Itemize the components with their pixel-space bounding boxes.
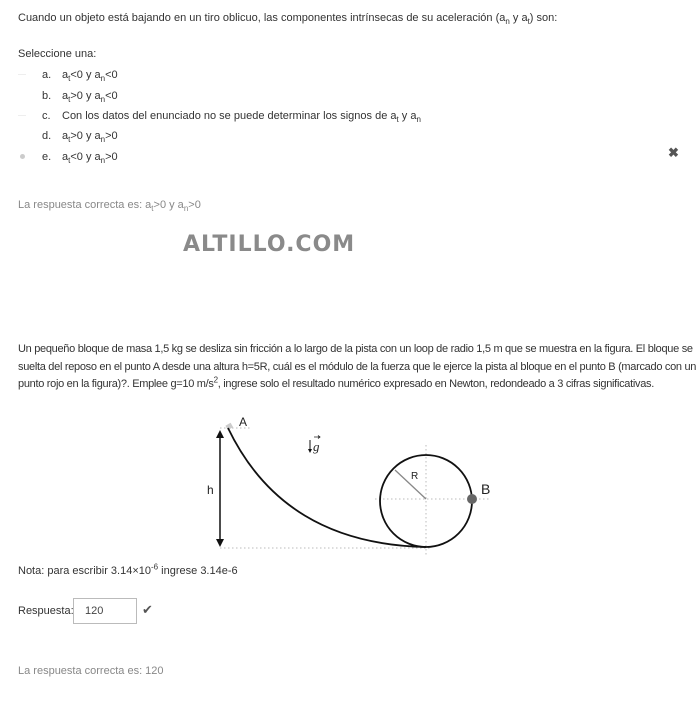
label-a: A xyxy=(239,415,248,429)
option-text: $a_t>0$ y $a_n<0$ xyxy=(62,90,118,105)
option-letter: e. xyxy=(42,151,52,163)
correct-answer-1: La respuesta correcta es: $a_t>0$ y $a_n>0$ xyxy=(18,199,201,214)
answer-input[interactable]: 120 xyxy=(73,598,137,624)
label-g: g xyxy=(313,439,320,454)
option-text: $a_t>0$ y $a_n>0$ xyxy=(62,130,118,145)
option-text: Con los datos del enunciado no se puede determinar los signos de $a_t$ y $a_n$ xyxy=(62,110,421,125)
label-b: B xyxy=(481,481,491,497)
correct-answer-2: La respuesta correcta es: 120 xyxy=(18,665,164,677)
point-b-marker xyxy=(467,494,477,504)
question-2-text: Un pequeño bloque de masa 1,5 kg se desliza sin fricción a lo largo de la pista con un loop de radio 1,5 m que se muestra en la figura. El bloque se suelta del reposo en el punto A desde una altura h=5R, cuál es el módulo de la fuerza que le ejerce la pista al bloque en el punto B (marcado con un punto rojo en la figura)?. Emplee g=10 $m/s^2$, ingrese solo el resultado numérico expresado en Newton, redondeado a 3 cifras significativas. xyxy=(18,343,697,390)
option-letter: a. xyxy=(42,69,52,81)
option-letter: b. xyxy=(42,90,52,102)
label-h: h xyxy=(207,483,214,497)
select-label: Seleccione una: xyxy=(18,48,97,60)
option-letter: c. xyxy=(42,110,51,122)
track-curve xyxy=(228,428,426,547)
answer-label: Respuesta: xyxy=(18,605,74,617)
option-text: $a_t<0$ y $a_n<0$ xyxy=(62,69,118,84)
option-text: $a_t<0$ y $a_n>0$ xyxy=(62,151,118,166)
note-text: Nota: para escribir $3.14\times 10^{-6}$ ingrese 3.14e-6 xyxy=(18,562,238,577)
label-r: R xyxy=(411,471,419,482)
watermark: ALTILLO.COM xyxy=(183,232,356,257)
check-icon: ✔ xyxy=(142,602,153,617)
question-1-text: Cuando un objeto está bajando en un tiro oblicuo, las componentes intrínsecas de su aceleración ($a_n$ y $a_t$) son: xyxy=(18,12,558,27)
option-letter: d. xyxy=(42,130,52,142)
incorrect-icon: ✖ xyxy=(668,145,679,160)
